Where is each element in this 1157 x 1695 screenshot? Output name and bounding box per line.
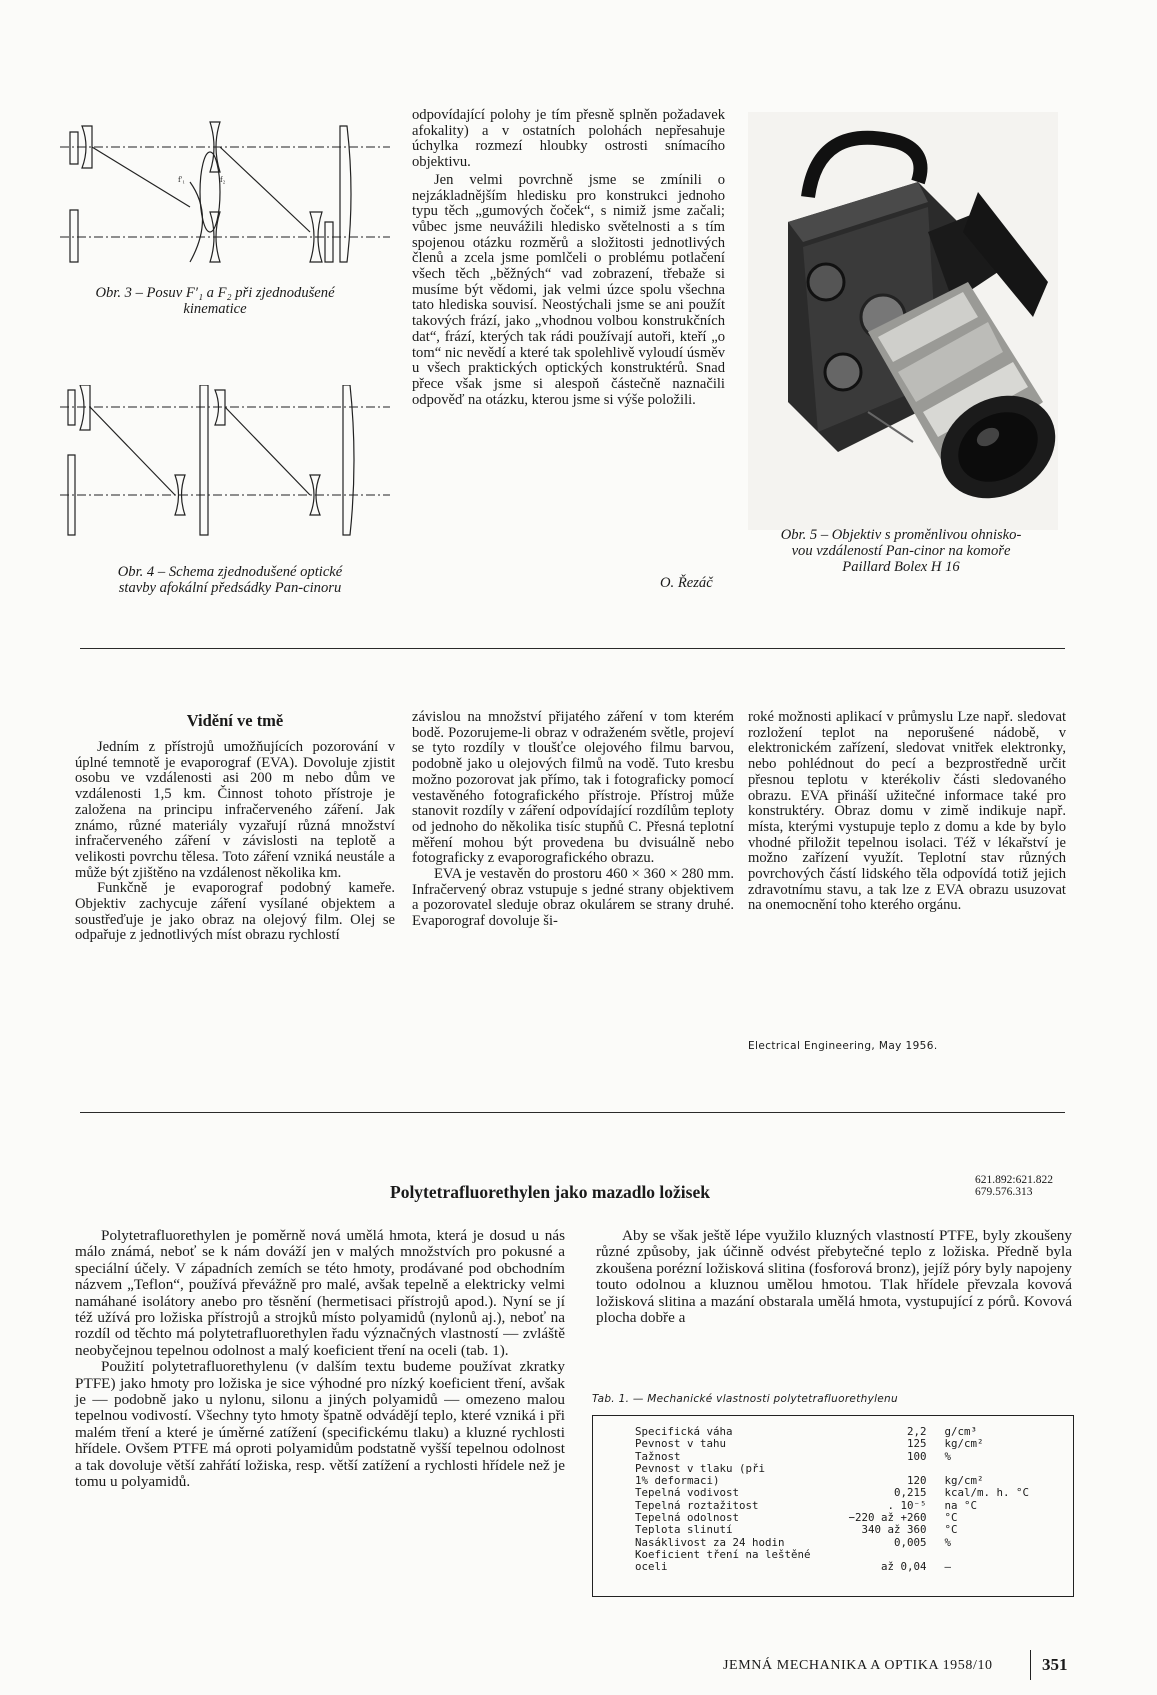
- figure-5-caption: [736, 527, 1066, 575]
- table-cell-unit: —: [944, 1560, 951, 1574]
- table-cell-value: 340 až 360: [861, 1523, 927, 1537]
- fig3-label-f2: f₂: [220, 175, 226, 184]
- table-cell-name: Tepelná roztažitost: [635, 1498, 759, 1512]
- figure-3-caption: [60, 285, 370, 317]
- article3-title: Polytetrafluorethylen jako mazadlo ložisek: [390, 1182, 710, 1202]
- article2-col2-paragraph-1: závislou na množství přijatého záření v tom kterém bodě. Pozorujeme-li obraz v odraženém světle, projeví se tyto rozdíly v tloušťce olejového filmu barvou, podobně jako u olejových filmů na vodě. Tuto kresbu možno pozorovat jak přímo, tak i fotograficky pomocí vestavěného fotografického přístroje. Přístroj může stanovit rozdíly v záření odpovídající rozdílům teploty od jednoho do několika tisíc stupňů C. Přesná teplotní měření mohou být provedena bu dvisuálně nebo fotograficky z evaporografického obrazu.: [412, 709, 734, 867]
- table-cell-value: až 0,04: [880, 1560, 927, 1574]
- article2-col1-paragraph-2: Funkčně je evaporograf podobný kameře. Objektiv zachycuje záření vysílané objektem a soustřeďuje je jako obraz na olejový film. Olej se odpařuje z jednotlivých míst obrazu rychlostí: [75, 880, 395, 944]
- article1-author: O. Řezáč: [660, 575, 713, 591]
- figure-5-caption-line2: vou vzdáleností Pan-cinor na komoře: [791, 543, 1011, 559]
- table-cell-unit: na °C: [944, 1498, 977, 1512]
- table-cell-unit: g/cm³: [944, 1425, 977, 1438]
- table-cell-unit: kg/cm²: [944, 1437, 984, 1451]
- figure-3-caption-line2: kinematice: [183, 301, 247, 317]
- table-cell-unit: %: [944, 1535, 951, 1549]
- table-cell-unit: %: [944, 1449, 951, 1463]
- table-cell-name: Tepelná odolnost: [635, 1511, 740, 1525]
- article3-column-2: [596, 1228, 1072, 1326]
- table-cell-name: Specifická váha: [635, 1425, 733, 1438]
- figure-4: [60, 385, 390, 545]
- table-row: [635, 1561, 1073, 1573]
- table-cell-value: 120: [906, 1474, 927, 1488]
- table-row: [635, 1549, 1073, 1561]
- table-cell-name: 1% deformaci): [635, 1474, 720, 1488]
- camera-illustration: [748, 112, 1058, 530]
- table-cell-name: Nasáklivost za 24 hodin: [635, 1535, 785, 1549]
- table-cell-value: −220 až +260: [848, 1511, 927, 1525]
- article1-column: [412, 108, 725, 408]
- table-cell-value: 2,2: [906, 1425, 927, 1438]
- table-cell-unit: °C: [944, 1511, 958, 1525]
- article3-column-1: [75, 1228, 565, 1491]
- figure-3-caption-line1: Obr. 3 – Posuv F′₁ a F₂ při zjednodušené: [95, 285, 335, 301]
- article3-udc: [975, 1174, 1053, 1198]
- article2-col3-paragraph-1: roké možnosti aplikací v průmyslu Lze např. sledovat rozložení teplot na neporušené nádobě, v elektronickém zařízení, sledovat vnitřek elektronky, nebo pohlédnout do pecí a bezprostředně určit přesnou teplotu v kterékoliv části sledovaného obrazu. EVA přináší užitečné informace také pro konstruktéry. Obraz domu v zimě indikuje např. místa, kterými vystupuje teplo z domu a kde by bylo vhodné přiložit tepelnou isolaci. Též v lékařství je možno zařízení využít. Teplotní stav různých povrchových částí lidského těla odpovídá totiž jejich zdravotnímu stavu, a tak lze z EVA obrazu usuzovat na onemocnění toho kterého orgánu.: [748, 709, 1066, 914]
- footer-journal: JEMNÁ MECHANIKA A OPTIKA 1958/10: [723, 1658, 993, 1673]
- separator-1: [80, 648, 1065, 649]
- table-row: [635, 1524, 1073, 1536]
- figure-3: [60, 112, 390, 272]
- article2-column-3: [748, 710, 1066, 914]
- article3-col1-paragraph-1: Polytetrafluorethylen je poměrně nová umělá hmota, která je dosud u nás málo známá, neboť se k nám dováží jen v malých množstvích pro pokusné a speciální účely. V západních zemích se této hmoty, prodávané pod obchodním názvem „Teflon“, používá převážně pro malé, avšak tepelně a elektricky velmi namáhané isolátory anebo pro těsnění (hermetisaci přístrojů apod.). Nyní se jí též užívá pro ložiska přístrojů a strojků místo polyamidů (nylonů aj.), neboť na rozdíl od těchto má polytetrafluorethylen řadu význačných vlastností — zvláště neobyčejnou tepelnou odolnost a malý koeficient tření na oceli (tab. 1).: [75, 1227, 565, 1359]
- article2-title: Vidění ve tmě: [186, 711, 284, 730]
- table-cell-name: Tažnost: [635, 1449, 681, 1463]
- figure-5-caption-line1: Obr. 5 – Objektiv s proměnlivou ohnisko-: [780, 527, 1022, 543]
- camera-photo: [748, 112, 1058, 530]
- figure-4-caption-line2: stavby afokální předsádky Pan-cinoru: [118, 580, 342, 596]
- article2-column-1: [75, 740, 395, 944]
- figure-4-diagram: [60, 385, 390, 545]
- table-cell-name: Teplota slinutí: [635, 1523, 733, 1537]
- table-cell-name: Koeficient tření na leštěné: [635, 1547, 811, 1561]
- article2-col2-paragraph-2: EVA je vestavěn do prostoru 460 × 360 × 280 mm. Infračervený obraz vstupuje s jedné strany objektivem a pozorovatel sleduje obraz okulárem se strany druhé. Evaporograf dovoluje ši-: [412, 866, 734, 930]
- table-row: [635, 1487, 1073, 1499]
- figure-4-caption: [60, 564, 400, 596]
- table-1-caption: Tab. 1. — Mechanické vlastnosti polytetrafluorethylenu: [592, 1393, 898, 1405]
- article3-col2-paragraph-1: Aby se však ještě lépe využilo kluzných vlastností PTFE, byly zkoušeny různé způsoby, jak účinně odvést přebytečné teplo z ložiska. Předně byla zkoušena porézní ložisková slitina (fosforová bronz), jejíž póry byly napojeny touto odolnou a kluznou umělou hmotou. Tlak hřídele převzala kovová ložisková slitina a mazání obstarala umělá hmota, vystupující z pórů. Kovová plocha dobře a: [596, 1227, 1072, 1327]
- article2-source: Electrical Engineering, May 1956.: [748, 1040, 938, 1052]
- article3-col1-paragraph-2: Použití polytetrafluorethylenu (v dalším textu budeme používat zkratky PTFE) jako hmoty pro ložiska je sice výhodné pro nízký koeficient tření, avšak je — podobně jako u nylonu, silonu a jiných polyamidů — omezeno malou tepelnou vodivostí. Všechny tyto hmoty špatně odvádějí teplo, které vzniká i při malém tření a které je úměrné zatížení (specifickému tlaku) a kluzné rychlosti hřídele. Ovšem PTFE má oproti polyamidům podstatně vyšší tepelnou odolnost a tak dovoluje větší zahřátí ložiska, resp. větší zatížení a rychlosti hřídele než je tomu u polyamidů.: [75, 1358, 565, 1491]
- figure-4-caption-line1: Obr. 4 – Schema zjednodušené optické: [117, 564, 343, 580]
- article2-column-2: [412, 710, 734, 930]
- figure-3-diagram: [60, 112, 390, 272]
- footer-divider: [1030, 1650, 1031, 1680]
- table-cell-value: . 10⁻⁵: [887, 1498, 927, 1512]
- article3-udc-line2: 679.576.313: [975, 1186, 1033, 1198]
- table-cell-name: Pevnost v tlaku (při: [635, 1461, 766, 1475]
- properties-table: [635, 1426, 1073, 1574]
- table-cell-value: 0,215: [893, 1486, 927, 1500]
- table-cell-name: oceli: [635, 1560, 668, 1574]
- table-cell-unit: °C: [944, 1523, 958, 1537]
- table-cell-unit: kcal/m. h. °C: [944, 1486, 1029, 1500]
- article1-paragraph-2: Jen velmi povrchně jsme se zmínili o nejzákladnějším hledisku pro konstrukci jednoho typu těch „gumových čoček“, s nimiž jsme začali; vůbec jsme neuvážili hledisko světelnosti a s tím spojenou otázku rozměrů a složitosti jednotlivých členů a zcela jsme pomlčeli o problému potlačení všech těch „běžných“ vad zobrazení, třebaže si musíme být vědomi, jak velmi úzce spolu všechna tato hlediska souvisí. Neostýchali jsme se ani použít takových frází, jako „vhodnou volbou konstrukčních dat“, frází, kterých tak rádi používají autoři, kteří „o tom“ nic nevědí a které tak spolehlivě vyloudí úsměv u všech praktických optických konstruktérů. Snad přece však jsme si alespoň částečně naznačili odpověď na otázku, kterou jsme si výše položili.: [412, 171, 725, 408]
- table-cell-value: 0,005: [893, 1535, 927, 1549]
- table-cell-name: Tepelná vodivost: [635, 1486, 740, 1500]
- table-cell-unit: kg/cm²: [944, 1474, 984, 1488]
- table-cell-value: 100: [906, 1449, 927, 1463]
- figure-5-caption-line3: Paillard Bolex H 16: [842, 559, 960, 575]
- table-cell-value: 125: [906, 1437, 927, 1451]
- article3-udc-line1: 621.892:621.822: [975, 1174, 1053, 1186]
- page-number: 351: [1042, 1655, 1068, 1674]
- article2-col1-paragraph-1: Jedním z přístrojů umožňujících pozorování v úplné temnotě je evaporograf (EVA). Dovoluje zjistit osobu ve vzdálenosti asi 200 m nebo dům ve vzdálenosti 1,5 km. Činnost tohoto přístroje je založena na principu infračerveného záření. Jak známo, různé materiály vyzařují různá množství infračerveného záření v závislosti na teplotě a velikosti povrchu tělesa. Toto záření vzniká neustále a může být zjištěno na vzdálenost několika km.: [75, 739, 395, 881]
- table-row: [635, 1438, 1073, 1450]
- fig3-label-f1: f′₁: [178, 175, 186, 184]
- article1-paragraph-1: odpovídající polohy je tím přesně splněn požadavek afokality) a v ostatních polohách nepřesahuje úchylka rozmezí hloubky ostrosti snímacího objektivu.: [412, 107, 725, 171]
- table-1: [592, 1415, 1074, 1597]
- separator-2: [80, 1112, 1065, 1113]
- table-cell-name: Pevnost v tahu: [635, 1437, 727, 1451]
